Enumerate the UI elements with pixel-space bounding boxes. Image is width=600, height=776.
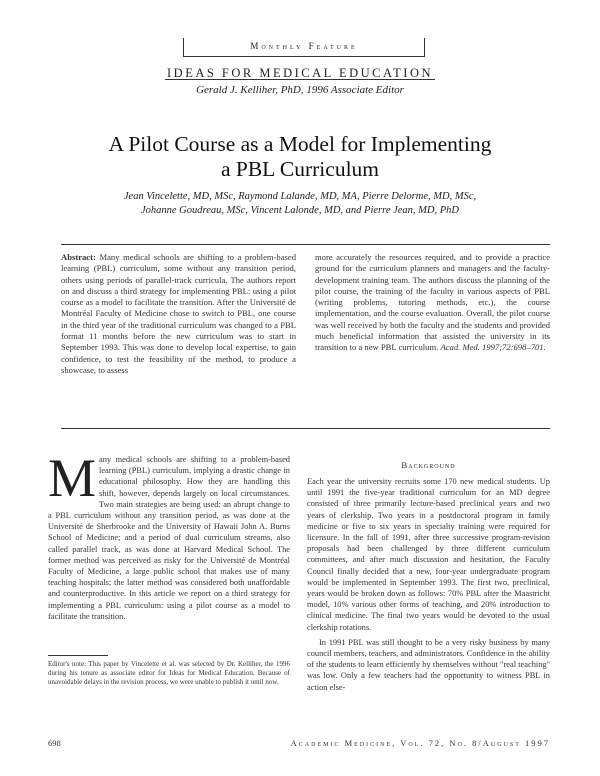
body-right-column xyxy=(307,476,550,693)
abstract-bottom-rule xyxy=(61,428,550,429)
journal-citation-line: Academic Medicine, Vol. 72, No. 8/August 1997 xyxy=(290,738,550,748)
abstract-text-left: Many medical schools are shifting to a problem-based learning (PBL) curriculum, some without any transition period, others using periods of parallel-track curricula. The authors report on and discuss a third strategy for implementing PBL: using a pilot course as a model to facilitate the transition. After the Université de Montréal Faculty of Medicine chose to switch to PBL, one course in the third year of the traditional curriculum was changed to a PBL format 11 months before the new curriculum was to start in September 1993. This was done to develop local expertise, to gain confidence, to test the feasibility of the method, to produce a showcase, to assess xyxy=(61,252,296,375)
series-title: IDEAS FOR MEDICAL EDUCATION xyxy=(167,66,433,80)
page-number: 698 xyxy=(48,738,61,748)
title-line-1: A Pilot Course as a Model for Implementing xyxy=(108,132,492,156)
title-line-2: a PBL Curriculum xyxy=(220,157,380,181)
abstract-label: Abstract: xyxy=(61,252,96,262)
abstract-left-column xyxy=(61,252,296,376)
section-heading-background: Background xyxy=(401,460,456,470)
abstract-right-column xyxy=(315,252,550,354)
authors-line-1: Jean Vincelette, MD, MSc, Raymond Lalande, MD, MA, Pierre Delorme, MD, MSc, xyxy=(123,191,477,202)
background-paragraph-1: Each year the university recruits some 170 new medical students. Up until 1991 the five-year traditional curriculum for an MD degree consisted of three primarily lecture-based preclinical years and two years of clerkship. Two years in a postdoctoral program in family medicine or five to six years in specialty training were required for licensure. In the fall of 1991, after three successive program-revision proposals had been challenged by three different curriculum committees, and after much discussion and hesitation, the Faculty Council finally decided that a new, four-year undergraduate program would be implemented in September 1993. The first two, preclinical, years would be broken down as follows: 70% PBL after the Maastricht model, 10% various other forms of teaching, and 20% introduction to clinical medicine. The final two years would be devoted to the usual clerkship rotations. xyxy=(307,477,550,632)
abstract-top-rule xyxy=(61,244,550,245)
associate-editor-line: Gerald J. Kelliher, PhD, 1996 Associate Editor xyxy=(196,84,404,96)
authors-line-2: Johanne Goudreau, MSc, Vincent Lalonde, MD, and Pierre Jean, MD, PhD xyxy=(140,205,460,216)
series-rule xyxy=(165,79,435,80)
drop-cap: M xyxy=(48,448,97,508)
footnote-rule xyxy=(48,655,108,656)
abstract-text-right: more accurately the resources required, and to provide a practice ground for the curriculum planners and managers and the faculty-development training team. The authors discuss the planning of the pilot course, the training of the faculty in various aspects of PBL (writing problems, tutoring methods, etc.), the course implementation, and the course evaluation. Overall, the pilot course was well received by both the faculty and the students and provided much beneficial information that assisted the university in its transition to a new PBL curriculum. xyxy=(315,252,550,353)
background-paragraph-2: In 1991 PBL was still thought to be a very risky business by many council members, teachers, and administrators. Confidence in the ability of the students to learn efficiently by themselves without "real teaching" was low. Only a few teachers had the opportunity to witness PBL in action else- xyxy=(307,637,550,692)
author-list xyxy=(90,190,510,218)
article-title xyxy=(60,132,540,182)
intro-paragraph: any medical schools are shifting to a problem-based learning (PBL) curriculum, implying a drastic change in educational philosophy. How they are handling this shift, however, depends largely on local circumstances. Two main strategies are being used: an abrupt change to a PBL curriculum without any transition period, as was done at the Université de Sherbrooke and the University of Hawaii John A. Burns School of Medicine; and a period of dual curriculum streams, also called parallel track, as was done at Harvard Medical School. The former method was perceived as risky for the Université de Montréal Faculty of Medicine, a large public school that makes use of many teaching hospitals; the latter method was considered both unaffordable and counterproductive. In this article we report on a third strategy for implementing a PBL curriculum: using a pilot course as a model to facilitate the transition. xyxy=(48,455,290,621)
abstract-citation: Acad. Med. 1997;72:698–701. xyxy=(440,342,546,353)
monthly-feature-label: Monthly Feature xyxy=(183,38,425,57)
body-left-column xyxy=(48,448,290,622)
editors-note-footnote: Editor's note: This paper by Vincelette et al. was selected by Dr. Kelliher, the 1996 during his tenure as associate editor for Ideas for Medical Education. Because of unavoidable delays in the revision process, we were unable to publish it until now. xyxy=(48,660,290,686)
